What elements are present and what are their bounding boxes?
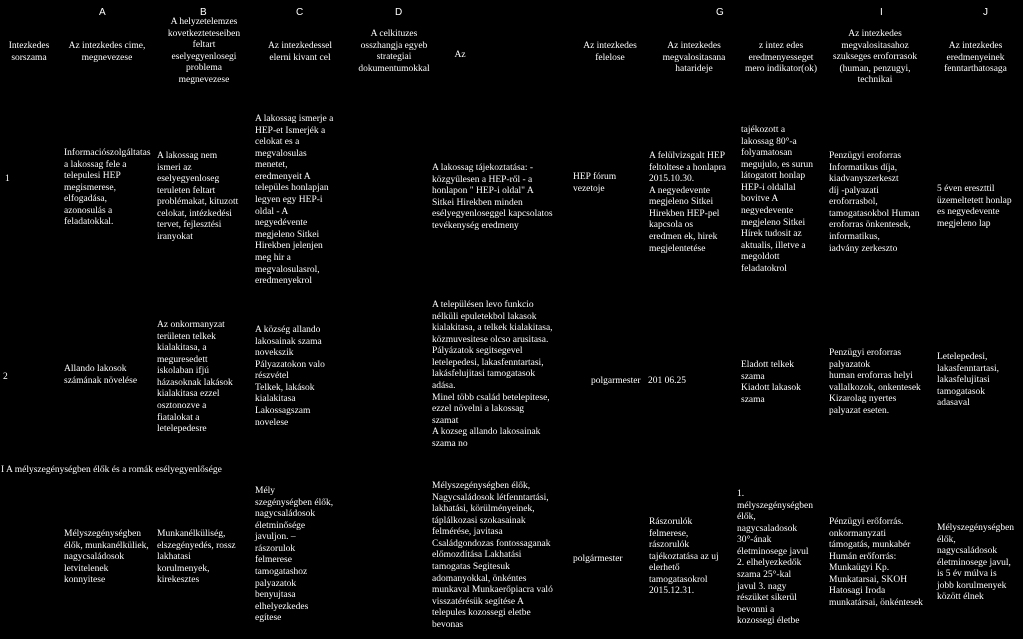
row-1-sustainability: 5 éven ereszttil üzemeltetett honlap es negyedevente megjeleno lap — [937, 184, 1012, 229]
row-2-title: Allando lakosok számának növelése — [64, 364, 138, 386]
column-letter-j: J — [983, 7, 988, 18]
row-1-resources: Penzügyi eroforras Informatikus díja, kiadvanyszerkeszt díj -palyazati eroforrasbol, tamogatasokbol Human eroforras önkentesek, informatikus, iadvány zerkeszto — [829, 151, 920, 254]
column-letter-i: I — [880, 7, 883, 18]
row-2-sustainability: Letelepedesi, lakasfenntartasi, lakasfelujitasi tamogatasok adasaval — [937, 352, 999, 409]
row-2-responsible: polgarmester — [591, 376, 641, 386]
column-letter-d: D — [395, 7, 403, 18]
row-2-deadline: 201 06.25 — [648, 376, 686, 386]
row-1-responsible: HEP fórum vezetoje — [573, 172, 617, 194]
row-1-problem: A lakossag nem ismeri az eselyegyenloseg teruleten feltart problémakat, kituzott celokat, intézkedési tervet, fejlesztési iranyokat — [157, 151, 239, 243]
header-osszhang: A celkituzes osszhangja egyeb strategiai dokumentumokkal — [358, 29, 430, 74]
header-hatarideje: Az intezkedes megvalositasana hatarideje — [662, 41, 726, 75]
row-3-responsible: polgármester — [573, 554, 623, 564]
row-2-problem: Az onkormanyzat területen telkek kialakitasa, a meguresedett iskolaban ifjú házasoknak lakások kialakitasa ezzel osztonozve a fiatalokat a letelepedesre — [157, 320, 233, 435]
column-letter-b: B — [200, 7, 207, 18]
column-letter-a: A — [99, 7, 106, 18]
row-2-goal: A község allando lakosainak szama novekszik Pályazatokon valo részvétel Telkek, lakások kialakitasa Lakossagszam novelese — [255, 325, 325, 428]
column-letter-c: C — [296, 7, 304, 18]
row-3-resources: Pénzügyi erőforrás. onkormanyzati támogatás, munkabér Humán erőforrás: Munkaügyi Kp. Munkatarsai, SKOH Hatosagi Iroda munkatársai, önkéntesek — [829, 517, 923, 609]
row-1-number: 1 — [5, 174, 10, 184]
header-cel: Az intezkedessel elerni kivant cel — [267, 41, 333, 63]
header-problema: A helyzetelemzes kovetkezteteseiben feltart eselyegyenlosegi problema megnevezese — [167, 17, 241, 85]
row-3-deadline: Rászorulók felmerese, rászorulók tajékoztatása az uj elerhető tamogatasokrol 2015.12.31. — [649, 517, 719, 597]
row-2-resources: Penzügyi eroforras palyazatok human eroforras helyi vallalkozok, onkentesek Kizarolag nyertes palyazat eseten. — [829, 348, 921, 416]
row-1-title: Informaciószolgáltatas a lakossag fele a telepulesi HEP megismerese, elfogadása, azonosulás a feladatokkal. — [64, 148, 151, 228]
header-fenntarthatosag: Az intezkedes eredmenyeinek fenntarthatosaga — [944, 41, 1007, 75]
row-3-title: Mélyszegénységben élők, munkanélküliek, nagycsaládosok letvitelenek konnyitese — [64, 529, 149, 586]
header-indikator: z intez edes eredmenyesseget mero indikator(ok) — [744, 41, 818, 75]
row-1-indicator: tajékozott a lakossag 80°-a folyamatosan megujulo, es surun látogatott honlap HEP-i oldallal bovitve A negyedevente megjeleno Sitkei Hírek tudosit az aktualis, illetve a megoldott feladatokrol — [741, 125, 814, 274]
row-3-problem: Munkanélküliség, elszegényedés, rossz lakhatasi korulmenyek, kirekesztes — [157, 529, 236, 586]
row-3-content: Mélyszegénységben élők, Nagycsaládosok létfenntartási, lakhatási, körülményeinek, táplálkozasi szokasainak felmérése, javitasa Családgondozas fontossaganak előmozdítása Lakhatási tamogatas Segitesuk adomanyokkal, önkéntes munkaval Munkaerőpiacra való visszatérésük segítése A telepules kozossegi eletbe bevonas — [432, 481, 553, 630]
row-2-number: 2 — [3, 372, 8, 382]
row-3-goal: Mély szegénységben élők, nagycsaládosok életminősége javuljon. – rászorulok felmerese tamogatashoz palyazatok benyujtasa elhelyezkedes egítese — [255, 486, 334, 624]
row-1-deadline: A felülvizsgalt HEP feltoltese a honlapra 2015.10.30. A negyedevente megjeleno Sitkei Hirekben HEP-pel kapcsola os eredmen ek, hirek megjelentetése — [649, 151, 727, 254]
header-eroforrasok: Az intezkedes megvalositasahoz szukseges eroforrasok (human, penzugyi, technikai — [832, 29, 918, 86]
header-cime: Az intezkedes cime, megnevezese — [68, 41, 146, 63]
header-tartalma: Az — [454, 50, 466, 60]
header-felelose: Az intezkedes felelose — [583, 41, 637, 63]
row-1-goal: A lakossag ismerje a HEP-et Ismerjék a celokat es a megvalosulas menetet, eredmenyeit A települes honlapjan legyen egy HEP-i oldal - A negyedévente megjeleno Sitkei Hirekben jelenjen meg hir a megvalosulasrol, eredmenyekrol — [255, 114, 334, 287]
row-1-content: A lakossag tájekoztatása: - közgyűlesen a HEP-ről - a honlapon " HEP-i oldal" A Sitkei Hirekben minden esélyegyenloseggel kapcsolatos tevékenység eredmeny — [432, 163, 553, 231]
column-letter-g: G — [716, 7, 724, 18]
row-2-content: A településen levo funkcio nélküli epuletekbol lakasok kialakitasa, a telkek kialakitasa, közmuvesitese olcso arusitasa. Pályázatok segitsegevel letelepedesi, lakasfenntartasi, lakásfelujitasi tamogatasok adása. Minel több család betelepitese, ezzel növelni a lakossag szamat A kozseg allando lakosainak szama no — [432, 300, 553, 449]
header-sorszam: Intezkedes sorszama — [8, 41, 50, 63]
section-title: I A mélyszegénységben élők és a romák esélyegyenlősége — [1, 465, 222, 475]
row-3-sustainability: Mélyszegénységben élők, nagycsaládosok életminosege javul, is 5 év múlva is jobb korulmenyek között élnek — [937, 523, 1015, 603]
row-3-indicator: 1. mélyszegénységben élők, nagycsaladosok 30°-ának életminosege javul 2. elhelyezkedők szama 25°-kal javul 3. nagy részüket sikerül bevonni a kozossegi életbe — [737, 489, 813, 627]
row-2-indicator: Eladott telkek szama Kiadott lakasok szama — [741, 360, 801, 405]
